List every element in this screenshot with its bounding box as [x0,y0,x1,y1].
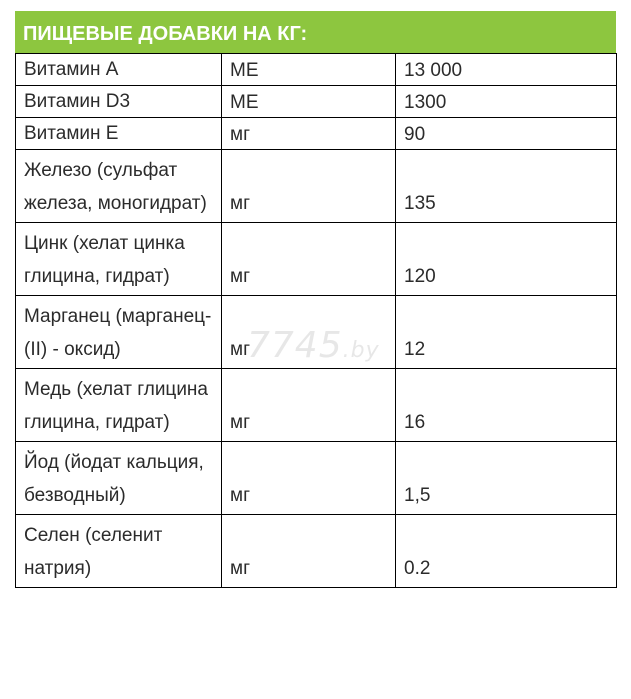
additive-unit: мг [222,296,396,369]
additive-name: Йод (йодат кальция, безводный) [16,442,222,515]
additive-unit: мг [222,442,396,515]
additives-table [15,53,617,588]
additive-unit: мг [222,150,396,223]
additive-value: 13 000 [396,54,617,86]
table-row [16,296,617,369]
additive-unit: мг [222,515,396,588]
table-row [16,442,617,515]
watermark-suffix: .by [342,338,380,363]
additive-value: 1300 [396,86,617,118]
watermark-main: 7745 [247,325,343,366]
table-row [16,369,617,442]
table-row [16,150,617,223]
table-row [16,223,617,296]
additive-name: Селен (селенит натрия) [16,515,222,588]
additive-value: 1,5 [396,442,617,515]
additive-value: 135 [396,150,617,223]
additive-value: 12 [396,296,617,369]
additive-value: 0.2 [396,515,617,588]
additive-unit: ME [222,86,396,118]
additive-name: Витамин E [16,118,222,150]
additive-unit: мг [222,369,396,442]
additive-name: Медь (хелат глицина глицина, гидрат) [16,369,222,442]
table-row [16,54,617,86]
additive-name: Цинк (хелат цинка глицина, гидрат) [16,223,222,296]
additive-unit: мг [222,118,396,150]
table-row [16,86,617,118]
additive-name: Марганец (марганец-(II) - оксид) [16,296,222,369]
table-row [16,118,617,150]
additive-value: 90 [396,118,617,150]
additive-name: Витамин D3 [16,86,222,118]
additive-value: 120 [396,223,617,296]
additive-name: Витамин A [16,54,222,86]
additive-name: Железо (сульфат железа, моногидрат) [16,150,222,223]
table-header-title: ПИЩЕВЫЕ ДОБАВКИ НА КГ: [15,11,616,53]
table-row [16,515,617,588]
additives-panel [15,11,616,588]
additive-unit: мг [222,223,396,296]
additive-unit: ME [222,54,396,86]
additive-value: 16 [396,369,617,442]
